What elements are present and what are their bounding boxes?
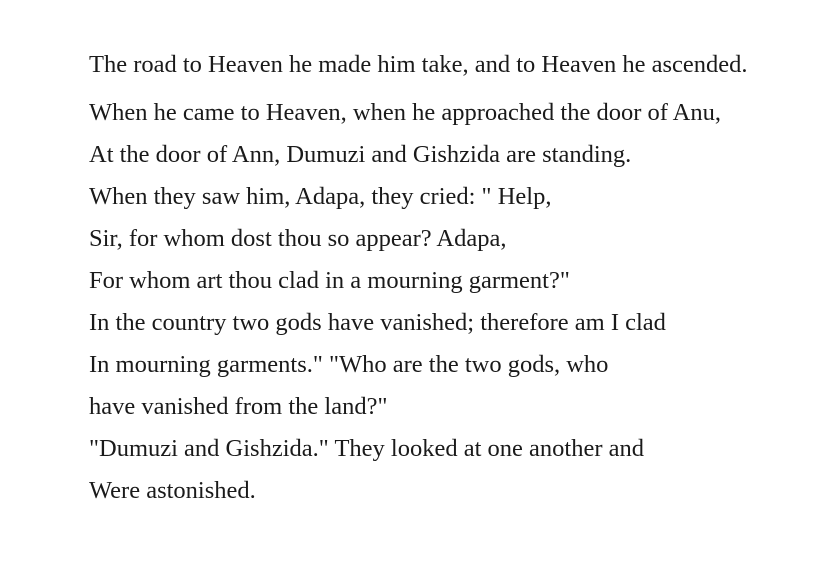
text-line: have vanished from the land?" <box>89 393 388 420</box>
text-line: For whom art thou clad in a mourning garment?" <box>89 267 570 294</box>
text-line: Sir, for whom dost thou so appear? Adapa, <box>89 225 507 252</box>
text-line: Were astonished. <box>89 477 256 504</box>
paragraph-road-to-heaven: The road to Heaven he made him take, and to Heaven he ascended. <box>89 51 748 78</box>
text-line: When they saw him, Adapa, they cried: " Help, <box>89 183 552 210</box>
text-line: At the door of Ann, Dumuzi and Gishzida are standing. <box>89 141 632 168</box>
text-line: In the country two gods have vanished; therefore am I clad <box>89 309 666 336</box>
text-line: "Dumuzi and Gishzida." They looked at one another and <box>89 435 644 462</box>
text-line: When he came to Heaven, when he approached the door of Anu, <box>89 99 721 126</box>
verse-lines <box>89 92 755 512</box>
document-page <box>89 50 755 512</box>
text-line: In mourning garments." "Who are the two gods, who <box>89 351 609 378</box>
